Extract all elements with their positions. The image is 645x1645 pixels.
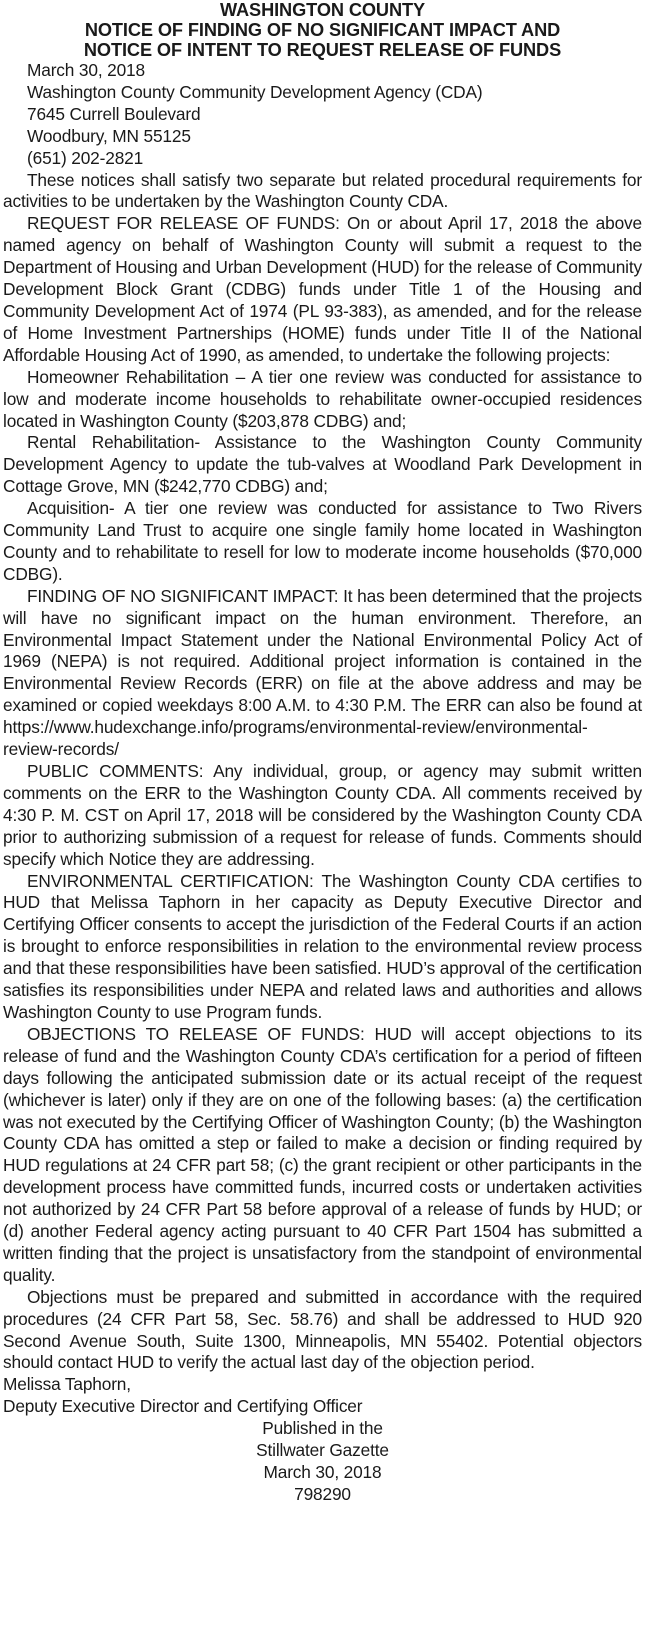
project-acquisition: Acquisition- A tier one review was conducted for assistance to Two Rivers Community Land Trust to acquire one single family home located in Washington County and to rehabilitate to resell for low to moderate income households ($70,000 CDBG).: [3, 498, 642, 584]
notice-date: March 30, 2018: [27, 60, 145, 80]
environmental-certification-paragraph: ENVIRONMENTAL CERTIFICATION: The Washington County CDA certifies to HUD that Melissa Taphorn in her capacity as Deputy Executive Director and Certifying Officer consents to accept the jurisdiction of the Federal Courts if an action is brought to enforce responsibilities in relation to the environmental review process and that these responsibilities have been satisfied. HUD’s approval of the certification satisfies its responsibilities under NEPA and related laws and authorities and allows Washington County to use Program funds.: [3, 870, 642, 1022]
agency-phone: (651) 202-2821: [27, 147, 144, 168]
objections-procedure-paragraph: Objections must be prepared and submitted in accordance with the required procedures (24 CFR Part 58, Sec. 58.76) and shall be addressed to HUD 920 Second Avenue South, Suite 1300, Minneapolis, MN 55402. Potential objectors should contact HUD to verify the actual last day of the objection period.: [3, 1286, 642, 1373]
project-homeowner-rehab: Homeowner Rehabilitation – A tier one review was conducted for assistance to low and moderate income households to rehabilitate owner-occupied residences located in Washington County ($203,878 CDBG) and;: [3, 366, 642, 431]
publication-line: Published in the: [262, 1418, 383, 1439]
intro-paragraph: These notices shall satisfy two separate but related procedural requirements for activities to be undertaken by the Washington County CDA.: [3, 169, 642, 212]
agency-street: 7645 Currell Boulevard: [27, 103, 201, 124]
project-rental-rehab: Rental Rehabilitation- Assistance to the Washington County Community Development Agency to update the tub-valves at Woodland Park Development in Cottage Grove, MN ($242,770 CDBG) and;: [3, 432, 642, 497]
request-release-paragraph: REQUEST FOR RELEASE OF FUNDS: On or about April 17, 2018 the above named agency on behalf of Washington County will submit a request to the Department of Housing and Urban Development (HUD) for the release of Community Development Block Grant (CDBG) funds under Title 1 of the Housing and Community Development Act of 1974 (PL 93-383), as amended, and for the release of Home Investment Partnerships (HOME) funds under Title II of the National Affordable Housing Act of 1990, as amended, to undertake the following projects:: [3, 213, 642, 365]
fonsi-paragraph: FINDING OF NO SIGNIFICANT IMPACT: It has been determined that the projects will have no significant impact on the human environment. Therefore, an Environmental Impact Statement under the National Environmental Policy Act of 1969 (NEPA) is not required. Additional project information is contained in the Environmental Review Records (ERR) on file at the above address and may be examined or copied weekdays 8:00 A.M. to 4:30 P.M. The ERR can also be found at https://www.hudexchange.info/programs/environmental-review/environmental-review-records/: [3, 585, 642, 760]
notice-title-fonsi: NOTICE OF FINDING OF NO SIGNIFICANT IMPACT AND: [84, 20, 561, 40]
agency-city: Woodbury, MN 55125: [27, 125, 191, 146]
objections-paragraph: OBJECTIONS TO RELEASE OF FUNDS: HUD will accept objections to its release of fund and the Washington County CDA’s certification for a period of fifteen days following the anticipated submission date or its actual receipt of the request (whichever is later) only if they are on one of the following bases: (a) the certification was not executed by the Certifying Officer of Washington County; (b) the Washington County CDA has omitted a step or failed to make a decision or finding required by HUD regulations at 24 CFR part 58; (c) the grant recipient or other participants in the development process have committed funds, incurred costs or undertaken activities not authorized by 24 CFR Part 58 before approval of a release of funds by HUD; or (d) another Federal agency acting pursuant to 40 CFR Part 1504 has submitted a written finding that the project is unsatisfactory from the standpoint of environmental quality.: [3, 1023, 642, 1285]
publication-paper: Stillwater Gazette: [256, 1440, 389, 1461]
public-comments-paragraph: PUBLIC COMMENTS: Any individual, group, or agency may submit written comments on the ERR to the Washington County CDA. All comments received by 4:30 P. M. CST on April 17, 2018 will be considered by the Washington County CDA prior to authorizing submission of a request for release of funds. Comments should specify which Notice they are addressing.: [3, 761, 642, 869]
notice-title-rrof: NOTICE OF INTENT TO REQUEST RELEASE OF FUNDS: [83, 40, 562, 60]
signer-name: Melissa Taphorn,: [3, 1374, 131, 1395]
publication-date: March 30, 2018: [263, 1462, 382, 1482]
agency-name: Washington County Community Development Agency (CDA): [27, 81, 483, 102]
signer-title: Deputy Executive Director and Certifying Officer: [3, 1396, 363, 1417]
publication-number: 798290: [294, 1483, 351, 1504]
notice-title-county: WASHINGTON COUNTY: [219, 0, 426, 20]
